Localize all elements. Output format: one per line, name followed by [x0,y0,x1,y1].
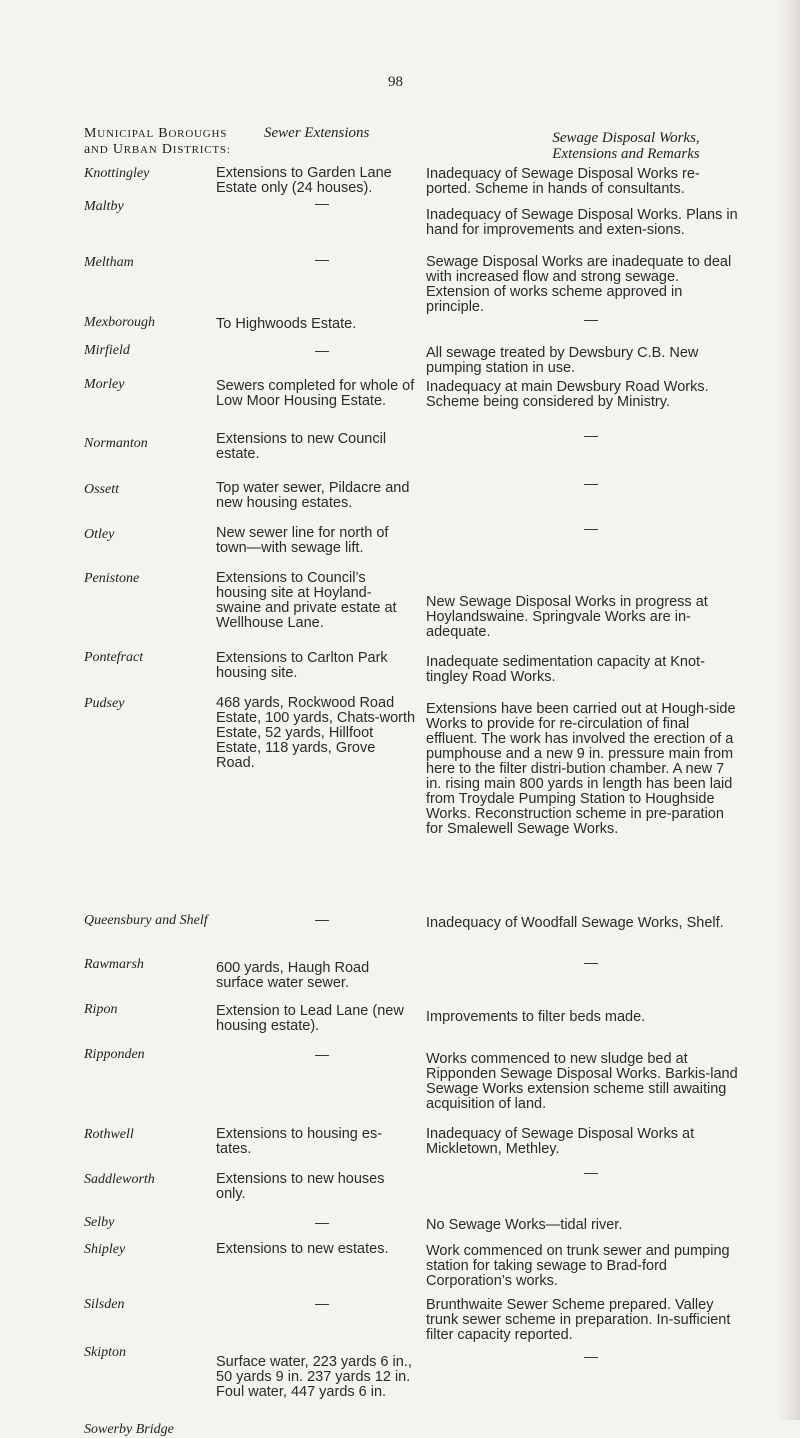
disposal-remarks-text: Inadequacy of Sewage Disposal Works at Mickletown, Methley. [426,1126,695,1157]
column-header-sewage-disposal-line2: Extensions and Remarks [552,146,700,162]
district-name: Morley [84,377,125,392]
disposal-remarks-text: All sewage treated by Dewsbury C.B. New pumping station in use. [426,345,699,376]
district-name: Silsden [84,1297,125,1312]
district-name: Ossett [84,482,119,497]
page-number: 98 [388,74,403,90]
sewer-extension-text: Extensions to new Council estate. [216,431,387,462]
disposal-remarks-text: Sewage Disposal Works are inadequate to deal with increased flow and strong sewage. Extension of works scheme approved in principle. [426,254,732,315]
district-name: Ripon [84,1002,118,1017]
disposal-remarks-dash: — [584,311,598,327]
district-name: Otley [84,527,115,542]
column-header-sewer-extensions: Sewer Extensions [264,125,370,141]
district-name: Pontefract [84,650,144,665]
district-name: Sowerby Bridge [84,1422,174,1437]
disposal-remarks-dash: — [584,427,598,443]
sewer-extension-dash: — [315,195,329,211]
disposal-remarks-dash: — [584,520,598,536]
disposal-remarks-text: Inadequacy of Sewage Disposal Works. Plans in hand for improvements and exten-sions. [426,207,738,238]
column-header-districts [84,126,231,158]
disposal-remarks-dash: — [584,475,598,491]
column-header-districts-line2: aND URBAN DISTRICTS: [84,142,231,157]
district-name: Mexborough [84,315,156,330]
district-name: Shipley [84,1242,126,1257]
sewer-extension-dash: — [315,1295,329,1311]
sewer-extension-text: Extensions to Carlton Park housing site. [216,650,388,681]
district-name: Pudsey [84,696,125,711]
disposal-remarks-text: Brunthwaite Sewer Scheme prepared. Valley trunk sewer scheme in preparation. In-sufficient filter capacity reported. [426,1297,731,1343]
sewer-extension-text: Extensions to Council’s housing site at Hoyland-swaine and private estate at Wellhouse Lane. [216,570,397,631]
district-name: Queensbury and Shelf [84,913,208,928]
sewer-extension-dash: — [315,251,329,267]
disposal-remarks-text: Inadequacy at main Dewsbury Road Works. Scheme being considered by Ministry. [426,379,709,410]
disposal-remarks-text: Work commenced on trunk sewer and pumping station for taking sewage to Brad-ford Corporation’s works. [426,1243,730,1289]
sewer-extension-text: Extension to Lead Lane (new housing estate). [216,1003,404,1034]
sewer-extension-text: New sewer line for north of town—with sewage lift. [216,525,389,556]
disposal-remarks-text: Extensions have been carried out at Hough-side Works to provide for re-circulation of final effluent. The work has involved the erection of a pumphouse and a new 9 in. pressure main from here to the filter distri-bution chamber. A new 7 in. rising main 800 yards in length has been laid from Troydale Pumping Station to Houghside Works. Reconstruction scheme in pre-paration for Smalewell Sewage Works. [426,701,736,837]
district-name: Rothwell [84,1127,134,1142]
sewer-extension-dash: — [315,911,329,927]
district-name: Rawmarsh [84,957,144,972]
sewer-extension-text: 600 yards, Haugh Road surface water sewer. [216,960,370,991]
district-name: Saddleworth [84,1172,155,1187]
sewer-extension-text: 468 yards, Rockwood Road Estate, 100 yards, Chats-worth Estate, 52 yards, Hillfoot Estate, 118 yards, Grove Road. [216,695,416,771]
district-name: Mirfield [84,343,130,358]
disposal-remarks-text: Improvements to filter beds made. [426,1009,646,1025]
disposal-remarks-text: New Sewage Disposal Works in progress at Hoylandswaine. Springvale Works are in-adequate. [426,594,708,640]
disposal-remarks-text: Inadequate sedimentation capacity at Knot-tingley Road Works. [426,654,705,685]
column-header-districts-line1: MUNICIPAL BOROUGHS [84,126,228,141]
sewer-extension-dash: — [315,1214,329,1230]
sewer-extension-text: Extensions to housing es-tates. [216,1126,383,1157]
district-name: Knottingley [84,166,150,181]
district-name: Skipton [84,1345,126,1360]
sewer-extension-dash: — [315,1046,329,1062]
disposal-remarks-text: Inadequacy of Woodfall Sewage Works, Shelf. [426,915,724,931]
disposal-remarks-text: Inadequacy of Sewage Disposal Works re-ported. Scheme in hands of consultants. [426,166,700,197]
sewer-extension-text: Extensions to new houses only. [216,1171,385,1202]
district-name: Penistone [84,571,140,586]
district-name: Selby [84,1215,115,1230]
sewer-extension-text: Extensions to Garden Lane Estate only (24 houses). [216,165,392,196]
sewer-extension-text: Sewers completed for whole of Low Moor Housing Estate. [216,378,415,409]
sewer-extension-text: Extensions to new estates. [216,1241,389,1257]
column-header-sewage-disposal-line1: Sewage Disposal Works, [552,130,700,146]
disposal-remarks-dash: — [584,954,598,970]
district-name: Ripponden [84,1047,145,1062]
sewer-extension-text: Surface water, 223 yards 6 in., 50 yards 9 in. 237 yards 12 in. Foul water, 447 yards 6 in. [216,1354,412,1400]
district-name: Maltby [84,199,124,214]
district-name: Meltham [84,255,134,270]
disposal-remarks-text: Works commenced to new sludge bed at Ripponden Sewage Disposal Works. Barkis-land Sewage Works extension scheme still awaiting acquisition of land. [426,1051,738,1112]
district-name: Normanton [84,436,148,451]
sewer-extension-dash: — [315,342,329,358]
column-header-sewage-disposal [520,130,732,162]
disposal-remarks-dash: — [584,1164,598,1180]
sewer-extension-text: To Highwoods Estate. [216,316,357,332]
disposal-remarks-dash: — [584,1348,598,1364]
page-edge-shadow [778,0,800,1420]
disposal-remarks-text: No Sewage Works—tidal river. [426,1217,623,1233]
sewer-extension-text: Top water sewer, Pildacre and new housing estates. [216,480,410,511]
